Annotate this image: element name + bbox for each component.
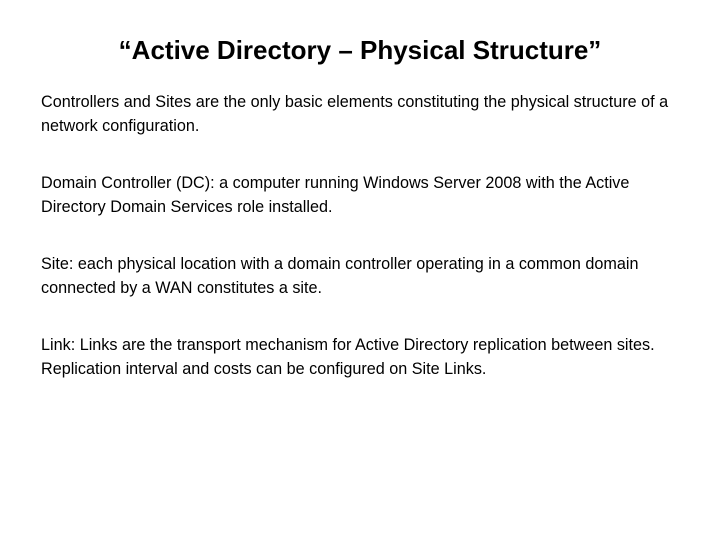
definition-text: a computer running Windows Server 2008 with the Active Directory Domain Services role installed. — [41, 174, 630, 216]
definition-term: Link: — [41, 336, 76, 354]
slide-title: “Active Directory – Physical Structure” — [118, 35, 602, 65]
definition-text: each physical location with a domain controller operating in a common domain connected by a WAN constitutes a site. — [41, 255, 639, 297]
definition-site — [41, 252, 691, 300]
definition-domain-controller — [41, 171, 691, 219]
definition-term: Site: — [41, 255, 74, 273]
definition-text: Links are the transport mechanism for Active Directory replication between sites. Replication interval and costs can be configured on Site Links. — [41, 336, 655, 378]
definition-term: Domain Controller (DC): — [41, 174, 215, 192]
slide-body — [41, 90, 691, 414]
definition-link — [41, 333, 691, 381]
intro-paragraph: Controllers and Sites are the only basic elements constituting the physical structure of a network configuration. — [41, 93, 669, 135]
